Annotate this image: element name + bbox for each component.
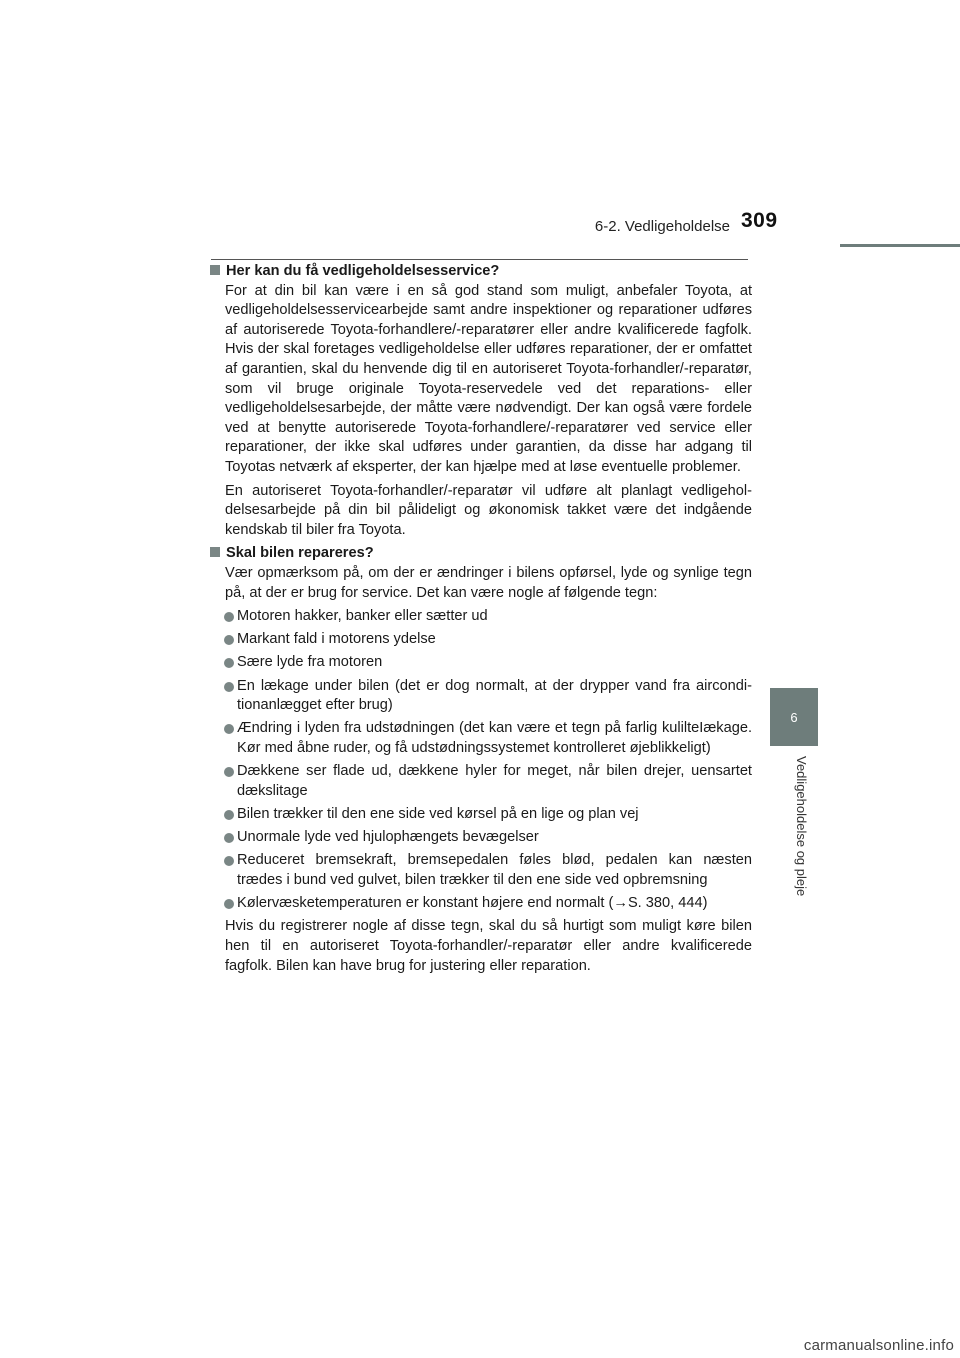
list-item: Bilen trækker til den ene side ved kørsel på en lige og plan vej xyxy=(225,805,752,825)
paragraph: Vær opmærksom på, om der er ændringer i bilens opførsel, lyde og synlige tegn på, at der er brug for service. Det kan være nogle af følgende tegn: xyxy=(225,564,752,601)
section-title: 6-2. Vedligeholdelse xyxy=(594,218,730,235)
section-heading-text: Skal bilen repareres? xyxy=(226,545,374,562)
content-top-rule xyxy=(211,259,748,260)
watermark: carmanualsonline.info xyxy=(803,1337,954,1354)
chapter-number: 6 xyxy=(790,709,798,725)
warning-signs-list xyxy=(208,607,752,914)
list-item: Kølervæsketemperaturen er konstant højere end normalt (→S. 380, 444) xyxy=(225,894,752,914)
chapter-tab xyxy=(770,688,818,746)
section-heading xyxy=(208,544,752,564)
list-item: Dækkene ser flade ud, dækkene hyler for meget, når bilen drejer, uensartet dækslitage xyxy=(225,762,752,801)
header-accent-bar xyxy=(840,244,960,247)
paragraph: En autoriseret Toyota-forhandler/-reparatør vil udføre alt planlagt vedligeholdelsesarbejde på din bil pålideligt og økonomisk takket være det indgående kendskab til biler fra Toyota. xyxy=(225,482,752,538)
section-repair-needed xyxy=(208,544,752,976)
square-bullet-icon xyxy=(210,265,220,275)
list-item: Markant fald i motorens ydelse xyxy=(225,630,752,650)
square-bullet-icon xyxy=(210,547,220,557)
section-service-location xyxy=(208,262,752,540)
list-item: Sære lyde fra motoren xyxy=(225,653,752,673)
section-heading xyxy=(208,262,752,282)
list-item: Motoren hakker, banker eller sætter ud xyxy=(225,607,752,627)
page-content xyxy=(208,262,752,980)
chapter-label: Vedligeholdelse og pleje xyxy=(794,756,809,897)
section-heading-text: Her kan du få vedligeholdelsesservice? xyxy=(226,263,500,279)
paragraph: For at din bil kan være i en så god stand som muligt, anbefaler Toyota, at vedligeholdelsesservicearbejde samt andre inspektioner og reparationer udføres af autoriserede Toyota-forhandlere/-reparatører eller andre kvalificerede fagfolk. Hvis der skal foretages vedligeholdelse eller udføres reparationer, der er omfattet af garantien, skal du henvende dig til en autoriseret Toyota-forhandler/-reparatør, som vil bruge originale Toyota-reservedele ved det reparations- eller vedligeholdelsesarbejde, der måtte være nødvendigt. Der kan også være fordele ved at benytte autoriserede Toyota-forhandlere/-reparatører ved service eller reparationer, der ikke skal udføres under garantien, da disse har adgang til Toyotas netværk af eksperter, der kan hjælpe med at løse eventuelle problemer. xyxy=(225,282,752,475)
list-item: Unormale lyde ved hjulophængets bevægelser xyxy=(225,828,752,848)
list-item: Ændring i lyden fra udstødningen (det kan være et tegn på farlig kulilteIækage. Kør med åbne ruder, og få udstødningssystemet kontrolleret øjeblikkeligt) xyxy=(225,719,752,758)
page-number: 309 xyxy=(741,209,778,232)
list-item: Reduceret bremsekraft, bremsepedalen føles blød, pedalen kan næsten trædes i bund ved gulvet, bilen trækker til den ene side ved opbremsning xyxy=(225,851,752,890)
paragraph: Hvis du registrerer nogle af disse tegn, skal du så hurtigt som muligt køre bilen hen til en autoriseret Toyota-forhandler/-reparatør eller andre kvalificerede fagfolk. Bilen kan have brug for justering eller reparation. xyxy=(225,918,752,974)
list-item: En lækage under bilen (det er dog normalt, at der drypper vand fra airconditionanlægget efter brug) xyxy=(225,677,752,716)
